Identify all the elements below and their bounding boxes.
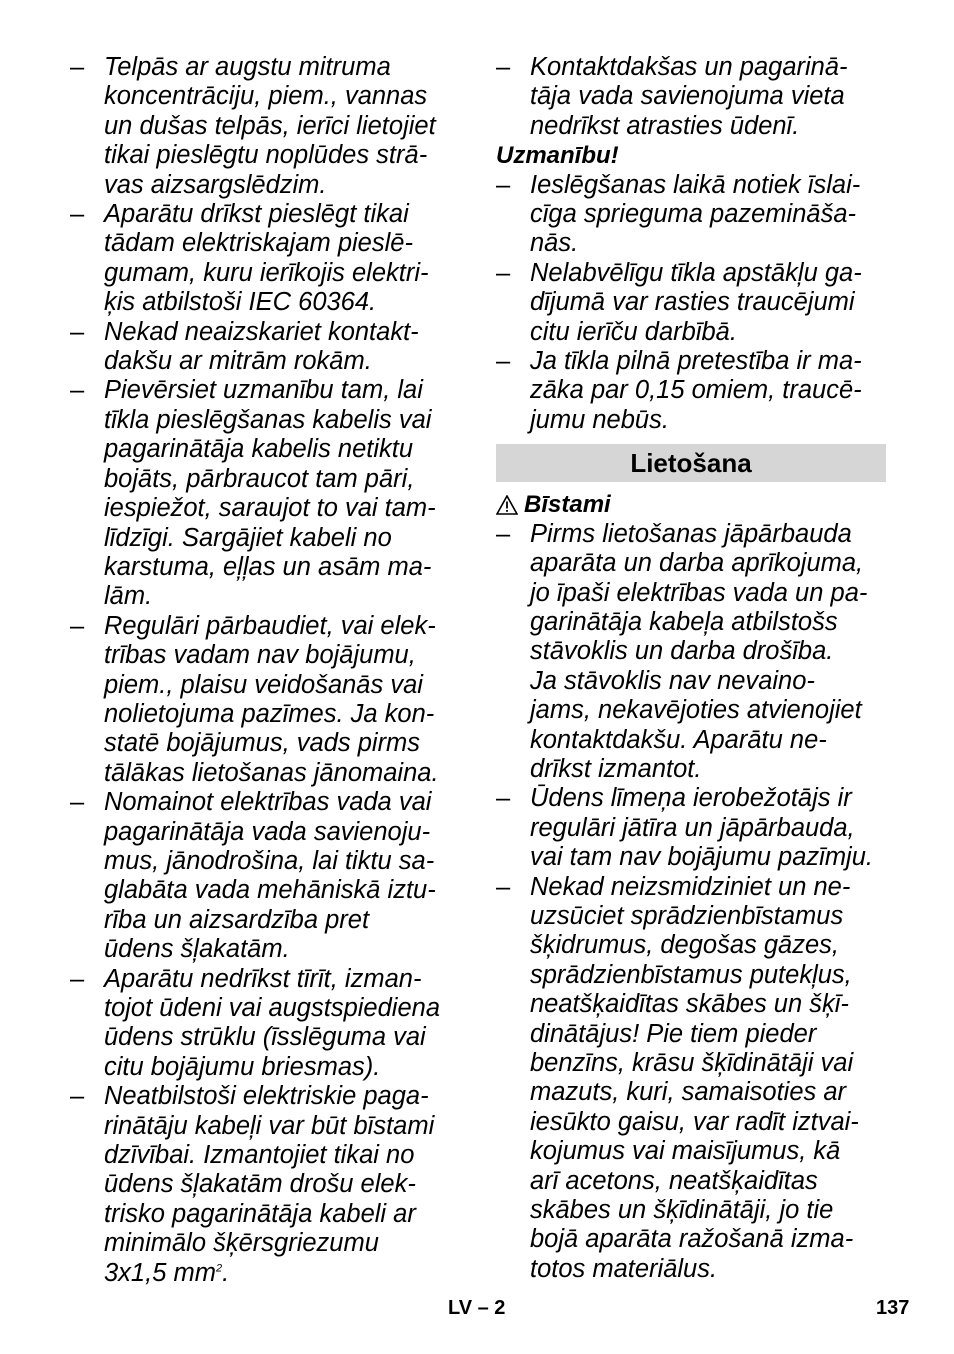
bullet-item-line (70, 288, 460, 317)
line-text: aparāta un darba aprīkojuma, (530, 549, 864, 578)
danger-heading-line (496, 490, 886, 519)
line-text: citu bojājumu briesmas). (104, 1052, 381, 1081)
bullet-item-line-first (496, 347, 886, 376)
dash-bullet: – (496, 347, 511, 376)
line-text: cīga sprieguma pazemināša- (530, 200, 856, 229)
bullet-item-line (70, 406, 460, 435)
bullet-item-line (70, 1053, 460, 1082)
bullet-item-line (70, 553, 460, 582)
line-text: gumam, kuru ierīkojis elektri- (104, 258, 429, 287)
dash-bullet: – (70, 376, 85, 405)
list-item (496, 873, 886, 1285)
line-text: benzīns, krāsu šķīdinātāji vai (530, 1049, 854, 1077)
bullet-item-line (496, 112, 886, 141)
bullet-list-top (496, 53, 886, 141)
page-number: 137 (876, 1297, 910, 1319)
line-text: bojāts, pārbraucot tam pāri, (104, 464, 415, 493)
line-text: ūdens strūklu (īsslēguma vai (104, 1023, 426, 1052)
line-text: mazuts, kuri, samaisoties ar (530, 1078, 847, 1107)
bullet-item-line (496, 376, 886, 405)
list-item (70, 965, 460, 1083)
line-text: sprādzienbīstamus putekļus, (530, 960, 852, 989)
bullet-item-line (70, 994, 460, 1023)
line-text: vas aizsargslēdzim. (104, 170, 327, 199)
bullet-item-line (496, 667, 886, 696)
bullet-item-line-first (496, 784, 886, 813)
line-text: līdzīgi. Sargājiet kabeli no (104, 523, 392, 552)
line-text: arī acetons, neatšķaidītas (530, 1166, 818, 1195)
line-text: Nekad neaizskariet kontakt- (104, 317, 419, 346)
bullet-item-line-first (70, 612, 460, 641)
line-text: kojumus vai maisījumus, kā (530, 1137, 841, 1166)
bullet-item-line-first (70, 965, 460, 994)
line-text: nolietojuma pazīmes. Ja kon- (104, 699, 435, 728)
bullet-item-line (70, 671, 460, 700)
bullet-item-line (496, 200, 886, 229)
line-text: nās. (530, 229, 579, 258)
list-item (70, 612, 460, 788)
list-item (496, 171, 886, 259)
bullet-item-line (70, 641, 460, 670)
line-text: Ūdens līmeņa ierobežotājs ir (530, 784, 852, 813)
list-item (70, 318, 460, 377)
line-text: drīkst izmantot. (530, 754, 702, 783)
bullet-item-line (70, 906, 460, 935)
bullet-item-line (70, 1112, 460, 1141)
bullet-item-line (496, 288, 886, 317)
left-column (70, 53, 460, 1288)
line-text: karstuma, eļļas un asām ma- (104, 552, 432, 581)
line-text: trības vadam nav bojājumu, (104, 641, 416, 670)
list-item (70, 376, 460, 611)
dash-bullet: – (70, 964, 85, 993)
bullet-item-line-first (496, 259, 886, 288)
list-item (70, 53, 460, 200)
dash-bullet: – (70, 317, 85, 346)
section-title-bar (496, 444, 886, 482)
line-text: šķidrumus, degošas gāzes, (530, 931, 839, 960)
bullet-item-line-first (70, 376, 460, 405)
dash-bullet: – (496, 53, 511, 81)
bullet-item-line-first (496, 873, 886, 902)
line-text: Aparātu drīkst pieslēgt tikai (104, 200, 409, 229)
line-text: koncentrāciju, piem., vannas (104, 82, 428, 111)
line-text: pagarinātāja vada savienoju- (104, 817, 431, 846)
bullet-item-line-first (70, 1082, 460, 1111)
bullet-item-line (496, 902, 886, 931)
bullet-item-line (70, 1229, 460, 1258)
bullet-item-line (70, 171, 460, 200)
bullet-item-line (496, 1049, 886, 1078)
line-text: jumu nebūs. (530, 405, 669, 434)
bullet-item-line (496, 990, 886, 1019)
line-text: Nomainot elektrības vada vai (104, 788, 432, 817)
line-text: jo īpaši elektrības vada un pa- (530, 578, 868, 607)
line-text: Kontaktdakšas un pagarinā- (530, 53, 848, 81)
line-text: dzīvībai. Izmantojiet tikai no (104, 1141, 415, 1170)
list-item (496, 259, 886, 347)
bullet-item-line (496, 1020, 886, 1049)
bullet-item-line (496, 1255, 886, 1284)
line-text: kontaktdakšu. Aparātu ne- (530, 725, 827, 754)
bullet-item-line-first (496, 520, 886, 549)
line-text: statē bojājumus, vads pirms (104, 729, 421, 758)
dash-bullet: – (496, 170, 511, 199)
caution-heading: Uzmanību! (496, 142, 619, 170)
right-column (496, 53, 886, 1284)
line-text: un dušas telpās, ierīci lietojiet (104, 111, 436, 140)
line-text: uzsūciet sprādzienbīstamus (530, 901, 844, 930)
line-text: iesūkto gaisu, var radīt iztvai- (530, 1107, 859, 1136)
line-text: zāka par 0,15 omiem, traucē- (530, 376, 862, 405)
line-text: bojā aparāta ražošanā izma- (530, 1225, 854, 1254)
bullet-item-line (70, 259, 460, 288)
line-text: ķis atbilstoši IEC 60364. (104, 288, 377, 317)
bullet-item-line (496, 755, 886, 784)
bullet-item-line (70, 818, 460, 847)
safety-bullet-list (70, 53, 460, 1288)
list-item (70, 788, 460, 964)
dash-bullet: – (70, 200, 85, 229)
bullet-item-line (70, 847, 460, 876)
bullet-item-line (496, 579, 886, 608)
bullet-item-line (496, 726, 886, 755)
line-text: tojot ūdeni vai augstspiediena (104, 994, 440, 1022)
line-text: Ieslēgšanas laikā notiek īslai- (530, 170, 861, 199)
bullet-item-line (70, 582, 460, 611)
dash-bullet: – (496, 784, 511, 813)
line-text: dinātājus! Pie tiem pieder (530, 1019, 817, 1048)
bullet-item-line (70, 229, 460, 258)
bullet-item-line-first (496, 53, 886, 82)
line-text: tikai pieslēgtu noplūdes strā- (104, 141, 428, 170)
list-item (496, 784, 886, 872)
line-text: ūdens šļakatām drošu elek- (104, 1170, 416, 1199)
line-text: tādam elektriskajam pieslē- (104, 229, 413, 258)
dash-bullet: – (496, 872, 511, 901)
bullet-item-line-first (70, 318, 460, 347)
line-text: Neatbilstoši elektriskie paga- (104, 1082, 429, 1111)
line-text: Nelabvēlīgu tīkla apstākļu ga- (530, 258, 862, 287)
list-item (70, 1082, 460, 1288)
dash-bullet: – (70, 611, 85, 640)
line-text: . (222, 1258, 230, 1287)
list-item (70, 200, 460, 318)
dash-bullet: – (70, 1082, 85, 1111)
dash-bullet: – (496, 519, 511, 548)
bullet-item-line-first (70, 200, 460, 229)
bullet-item-line-first (496, 171, 886, 200)
line-text: dakšu ar mitrām rokām. (104, 347, 372, 376)
line-text: skābes un šķīdinātāji, jo tie (530, 1196, 834, 1225)
line-text: totos materiālus. (530, 1254, 718, 1283)
line-text: stāvoklis un darba drošība. (530, 637, 834, 666)
line-text: tālākas lietošanas jānomaina. (104, 758, 439, 787)
line-text: 3x1,5 mm (104, 1258, 216, 1287)
bullet-item-line (496, 1108, 886, 1137)
bullet-item-line (496, 549, 886, 578)
bullet-item-line (496, 82, 886, 111)
line-text: piem., plaisu veidošanās vai (104, 670, 423, 699)
bullet-item-line (70, 876, 460, 905)
line-text: tāja vada savienojuma vieta (530, 82, 845, 111)
bullet-item-line (70, 435, 460, 464)
bullet-item-line (496, 1225, 886, 1254)
list-item (496, 520, 886, 785)
dash-bullet: – (70, 788, 85, 817)
bullet-item-line (496, 1137, 886, 1166)
bullet-item-line (70, 700, 460, 729)
footer-language-label: LV – 2 (448, 1297, 506, 1319)
bullet-item-line (496, 1078, 886, 1107)
bullet-item-line-first (70, 53, 460, 82)
bullet-item-line (70, 82, 460, 111)
bullet-item-line (70, 465, 460, 494)
bullet-item-line-first (70, 788, 460, 817)
line-text: citu ierīču darbībā. (530, 317, 737, 346)
line-text: pagarinātāja kabelis netiktu (104, 435, 414, 464)
line-text: tīkla pieslēgšanas kabelis vai (104, 405, 432, 434)
bullet-item-line (70, 759, 460, 788)
line-text: nedrīkst atrasties ūdenī. (530, 111, 800, 140)
superscript: 2 (215, 1262, 223, 1275)
line-text: Nekad neizsmidziniet un ne- (530, 872, 851, 901)
line-text: Pievērsiet uzmanību tam, lai (104, 376, 423, 405)
dash-bullet: – (70, 53, 85, 81)
bullet-item-line (70, 935, 460, 964)
line-text: minimālo šķērsgriezumu (104, 1229, 379, 1258)
danger-list (496, 520, 886, 1285)
bullet-item-line (70, 1170, 460, 1199)
bullet-item-line (70, 729, 460, 758)
bullet-item-line (496, 814, 886, 843)
bullet-item-line (70, 1259, 460, 1288)
line-text: vai tam nav bojājumu pazīmju. (530, 843, 873, 872)
warning-triangle-icon (496, 495, 518, 515)
bullet-item-line (496, 1167, 886, 1196)
dash-bullet: – (496, 258, 511, 287)
line-text: ūdens šļakatām. (104, 935, 290, 964)
line-text: glabāta vada mehāniskā iztu- (104, 876, 436, 905)
bullet-item-line (70, 1200, 460, 1229)
list-item (496, 347, 886, 435)
bullet-item-line (496, 696, 886, 725)
bullet-item-line (496, 843, 886, 872)
caution-list (496, 171, 886, 436)
line-text: Pirms lietošanas jāpārbauda (530, 519, 852, 548)
bullet-item-line (70, 112, 460, 141)
line-text: garinātāja kabeļa atbilstošs (530, 607, 838, 636)
bullet-item-line (496, 318, 886, 347)
bullet-item-line (496, 608, 886, 637)
bullet-item-line (496, 406, 886, 435)
line-text: Telpās ar augstu mitruma (104, 53, 391, 81)
danger-heading: Bīstami (524, 491, 611, 519)
line-text: regulāri jātīra un jāpārbauda, (530, 813, 855, 842)
line-text: Ja stāvoklis nav nevaino- (530, 666, 815, 695)
bullet-item-line (496, 229, 886, 258)
bullet-item-line (496, 637, 886, 666)
line-text: jams, nekavējoties atvienojiet (530, 696, 862, 725)
bullet-item-line (496, 961, 886, 990)
line-text: rinātāju kabeļi var būt bīstami (104, 1111, 435, 1140)
bullet-item-line (496, 1196, 886, 1225)
bullet-item-line (496, 931, 886, 960)
bullet-item-line (70, 141, 460, 170)
line-text: trisko pagarinātāja kabeli ar (104, 1199, 416, 1228)
line-text: mus, jānodrošina, lai tiktu sa- (104, 846, 435, 875)
line-text: dījumā var rasties traucējumi (530, 288, 855, 317)
bullet-item-line (70, 347, 460, 376)
line-text: iespiežot, saraujot to vai tam- (104, 494, 436, 523)
line-text: neatšķaidītas skābes un šķī- (530, 990, 849, 1019)
bullet-item-line (70, 494, 460, 523)
line-text: Aparātu nedrīkst tīrīt, izman- (104, 964, 422, 993)
bullet-item-line (70, 524, 460, 553)
line-text: lām. (104, 582, 153, 611)
section-title: Lietošana (630, 447, 752, 478)
line-text: Regulāri pārbaudiet, vai elek- (104, 611, 436, 640)
bullet-item-line (70, 1141, 460, 1170)
list-item (496, 53, 886, 141)
line-text: Ja tīkla pilnā pretestība ir ma- (530, 347, 862, 376)
line-text: rība un aizsardzība pret (104, 905, 370, 934)
bullet-item-line (70, 1023, 460, 1052)
